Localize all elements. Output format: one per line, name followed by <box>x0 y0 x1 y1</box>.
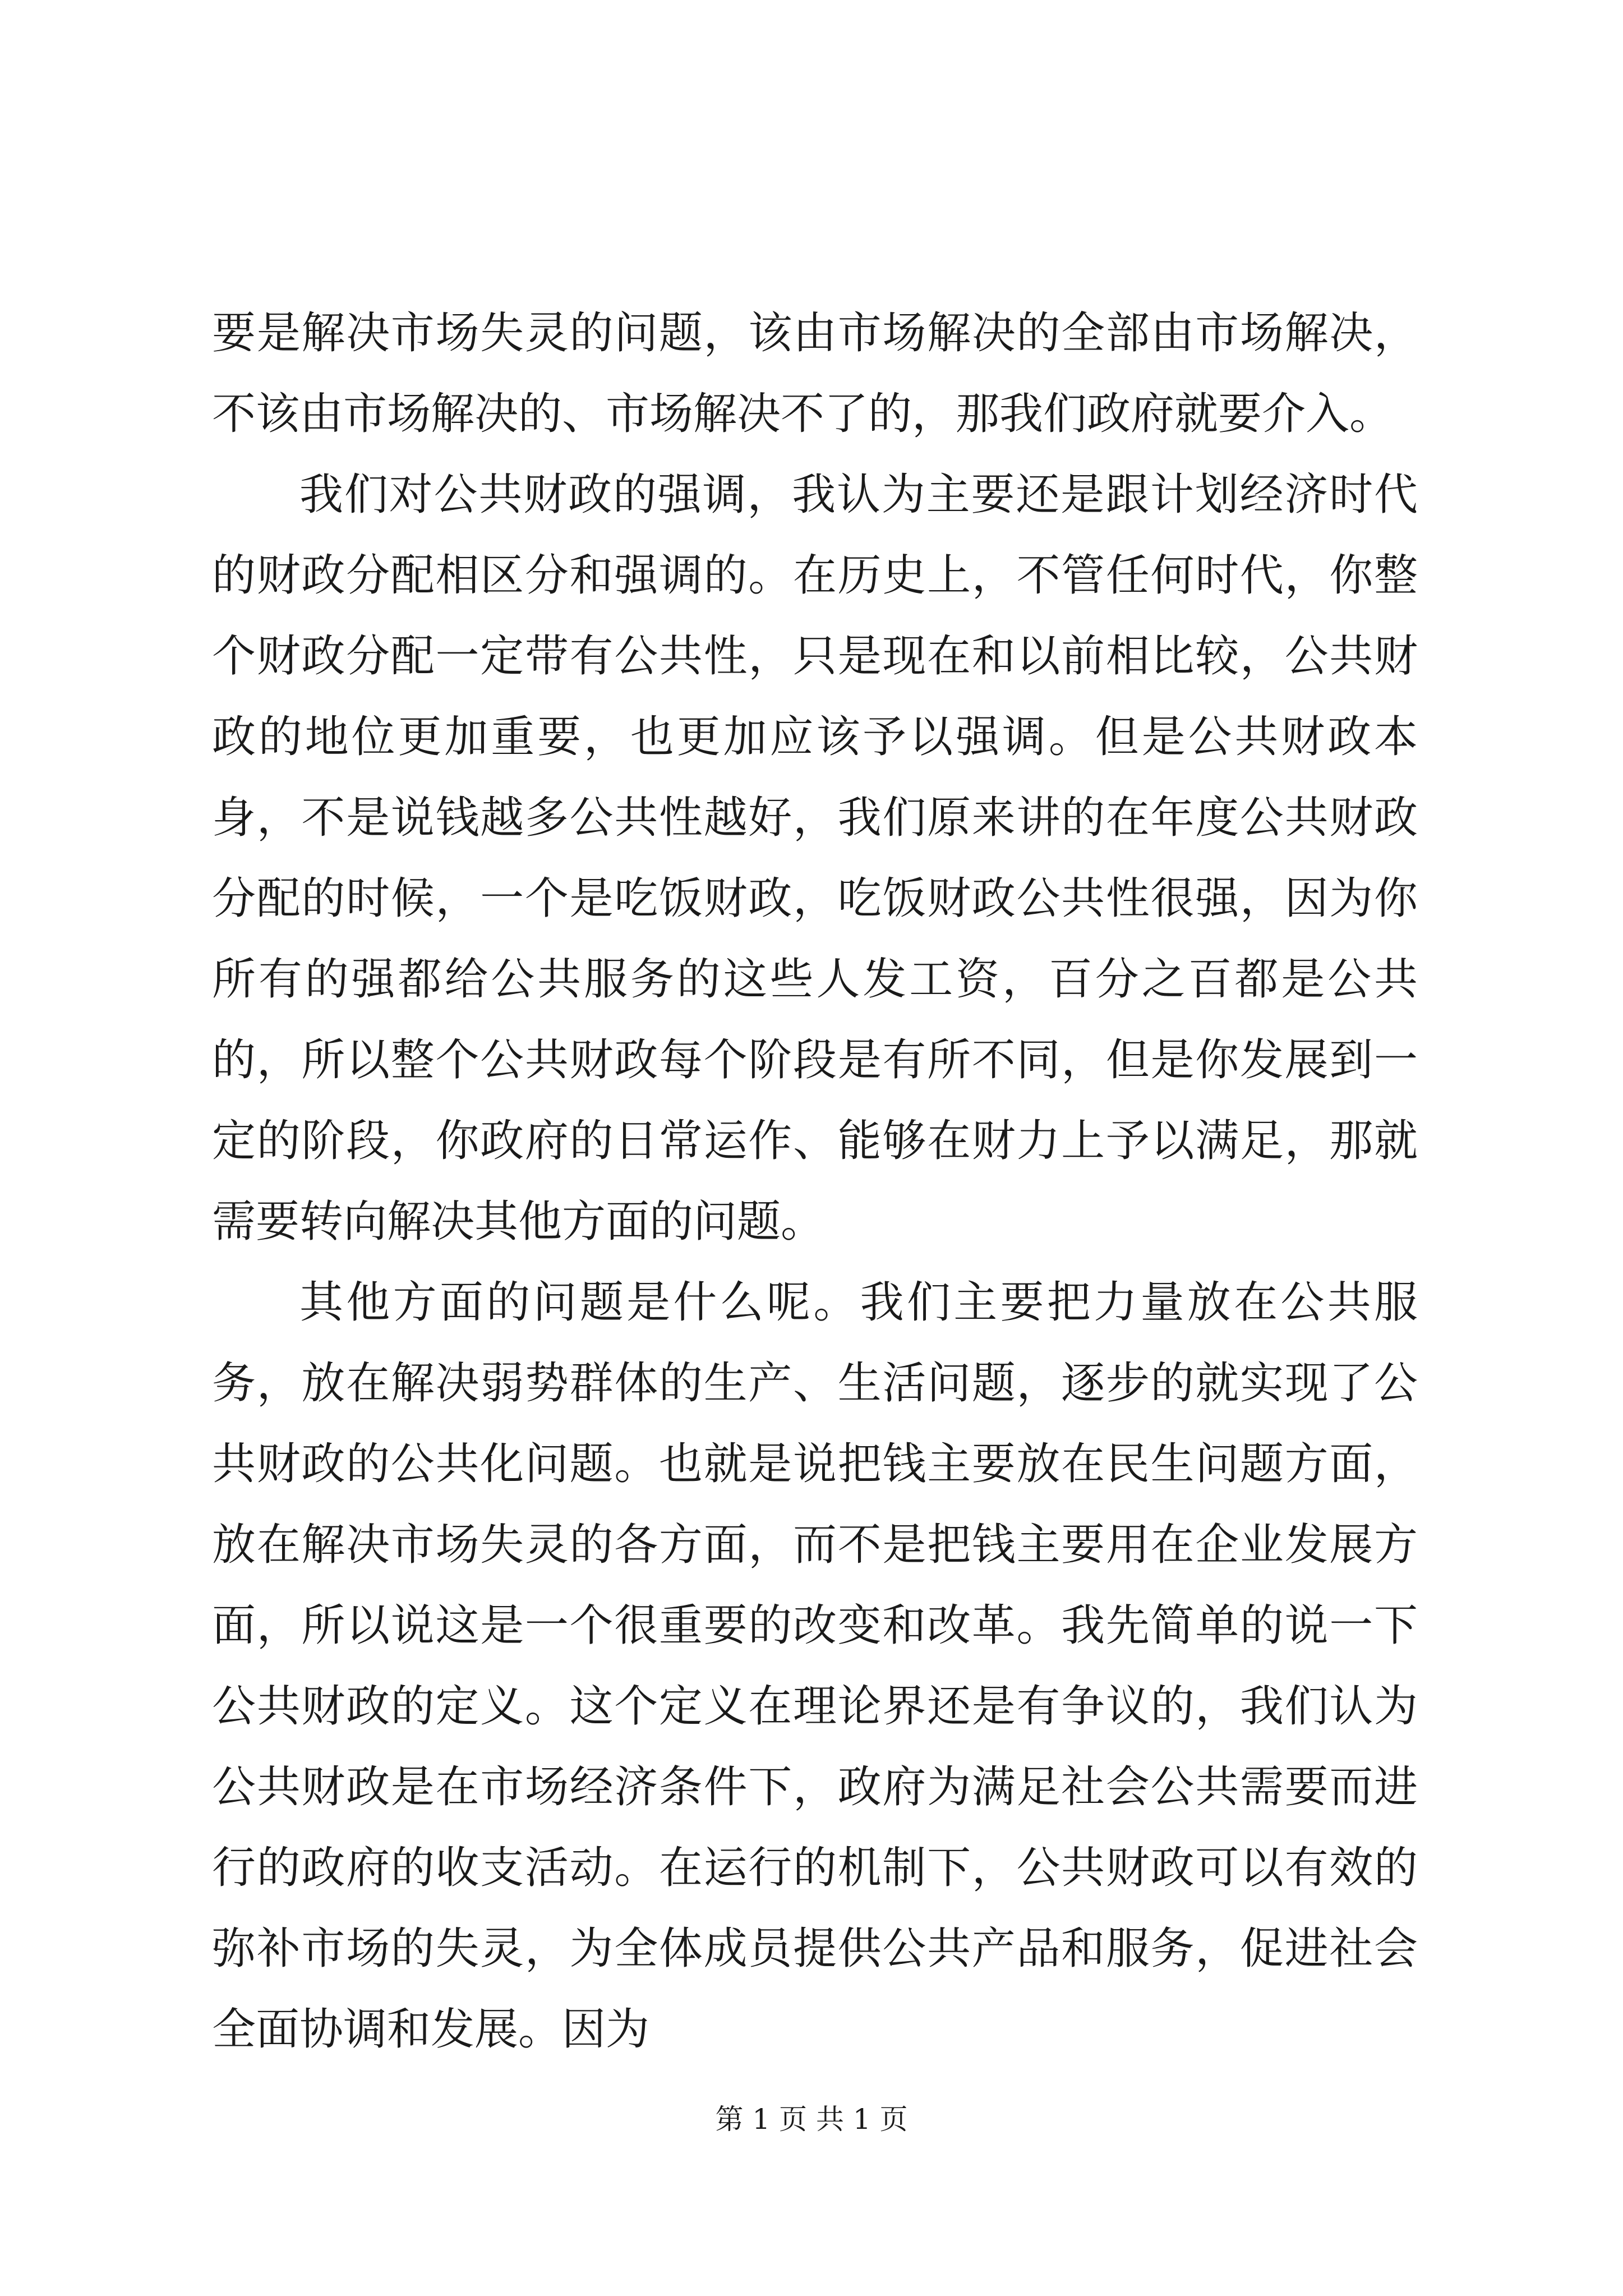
document-body <box>212 293 1418 2070</box>
paragraph: 我们对公共财政的强调，我认为主要还是跟计划经济时代的财政分配相区分和强调的。在历史上，不管任何时代，你整个财政分配一定带有公共性，只是现在和以前相比较，公共财政的地位更加重要，也更加应该予以强调。但是公共财政本身，不是说钱越多公共性越好，我们原来讲的在年度公共财政分配的时候，一个是吃饭财政，吃饭财政公共性很强，因为你所有的强都给公共服务的这些人发工资，百分之百都是公共的，所以整个公共财政每个阶段是有所不同，但是你发展到一定的阶段，你政府的日常运作、能够在财力上予以满足，那就需要转向解决其他方面的问题。 <box>212 470 1418 1247</box>
paragraph-continued: 要是解决市场失灵的问题，该由市场解决的全部由市场解决，不该由市场解决的、市场解决不了的，那我们政府就要介入。 <box>212 308 1418 439</box>
paragraph: 其他方面的问题是什么呢。我们主要把力量放在公共服务，放在解决弱势群体的生产、生活问题，逐步的就实现了公共财政的公共化问题。也就是说把钱主要放在民生问题方面，放在解决市场失灵的各方面，而不是把钱主要用在企业发展方面，所以说这是一个很重要的改变和改革。我先简单的说一下公共财政的定义。这个定义在理论界还是有争议的，我们认为公共财政是在市场经济条件下，政府为满足社会公共需要而进行的政府的收支活动。在运行的机制下，公共财政可以有效的弥补市场的失灵，为全体成员提供公共产品和服务，促进社会全面协调和发展。因为 <box>212 1277 1418 2055</box>
page-footer: 第 1 页 共 1 页 <box>715 2103 908 2136</box>
